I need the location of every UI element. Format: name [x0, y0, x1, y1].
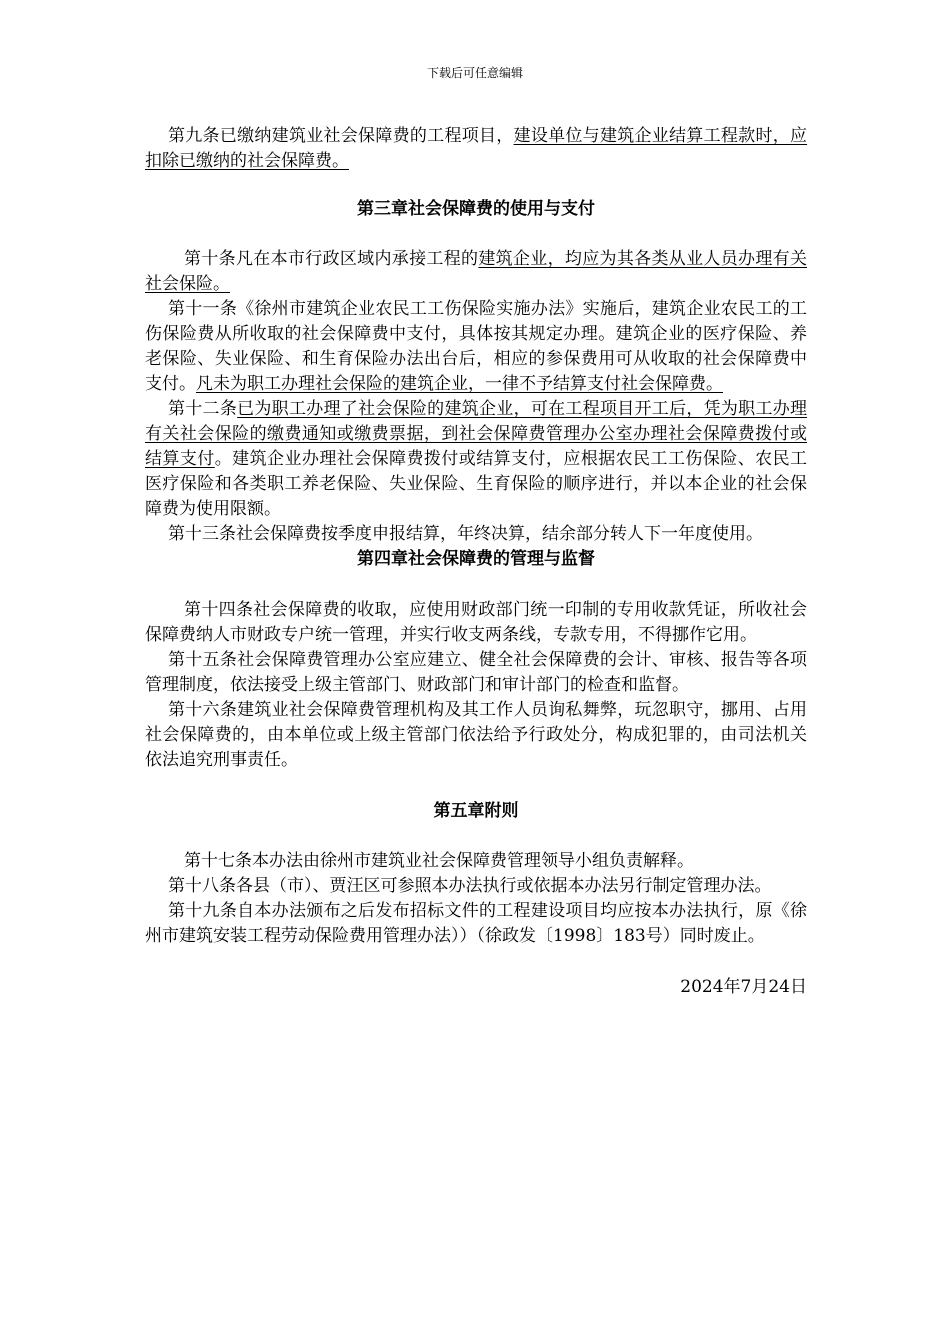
document-date: 2024年7月24日 — [680, 977, 807, 997]
page-header-note: 下载后可任意编辑 — [426, 66, 523, 80]
article-12: 第十二条已为职工办理了社会保险的建筑企业，可在工程项目开工后，凭为职工办理有关社会保险的缴费通知或缴费票据，到社会保障费管理办公室办理社会保障费拨付或结算支付。建筑企业办理社会保障费拨付或结算支付，应根据农民工工伤保险、农民工医疗保险和各类职工养老保险、失业保险、生育保险的顺序进行，并以本企业的社会保障费为使用限额。 — [145, 399, 808, 519]
article-14: 第十四条社会保障费的收取，应使用财政部门统一印制的专用收款凭证，所收社会保障费纳人市财政专户统一管理，并实行收支两条线，专款专用，不得挪作它用。 — [145, 600, 807, 645]
article-19: 第十九条自本办法颁布之后发布招标文件的工程建设项目均应按本办法执行，原《徐州市建筑安装工程劳动保险费用管理办法））（徐政发〔1998〕183号）同时废止。 — [145, 901, 807, 946]
document-body — [145, 124, 807, 1000]
chapter-5-heading: 第五章附则 — [433, 801, 519, 821]
article-11: 第十一条《徐州市建筑企业农民工工伤保险实施办法》实施后，建筑企业农民工的工伤保险费从所收取的社会保障费中支付，具体按其规定办理。建筑企业的医疗保险、养老保险、失业保险、和生育保险办法出台后，相应的参保费用可从收取的社会保障费中支付。凡未为职工办理社会保险的建筑企业，一律不予结算支付社会保障费。 — [145, 299, 807, 394]
chapter-4-heading: 第四章社会保障费的管理与监督 — [357, 549, 595, 569]
article-15: 第十五条社会保障费管理办公室应建立、健全社会保障费的会计、审核、报告等各项管理制度，依法接受上级主管部门、财政部门和审计部门的检查和监督。 — [145, 650, 807, 695]
article-10: 第十条凡在本市行政区域内承接工程的建筑企业，均应为其各类从业人员办理有关社会保险。 — [145, 249, 808, 294]
article-18: 第十八条各县（市）、贾汪区可参照本办法执行或依据本办法另行制定管理办法。 — [168, 876, 772, 896]
article-13: 第十三条社会保障费按季度申报结算，年终决算，结余部分转人下一年度使用。 — [168, 524, 763, 544]
article-16: 第十六条建筑业社会保障费管理机构及其工作人员询私舞弊，玩忽职守，挪用、占用社会保障费的，由本单位或上级主管部门依法给予行政处分，构成犯罪的，由司法机关依法追究刑事责任。 — [145, 700, 807, 770]
article-17: 第十七条本办法由徐州市建筑业社会保障费管理领导小组负责解释。 — [184, 851, 694, 871]
chapter-3-heading: 第三章社会保障费的使用与支付 — [357, 199, 595, 219]
article-9: 第九条已缴纳建筑业社会保障费的工程项目，建设单位与建筑企业结算工程款时，应扣除已缴纳的社会保障费。 — [145, 126, 808, 171]
